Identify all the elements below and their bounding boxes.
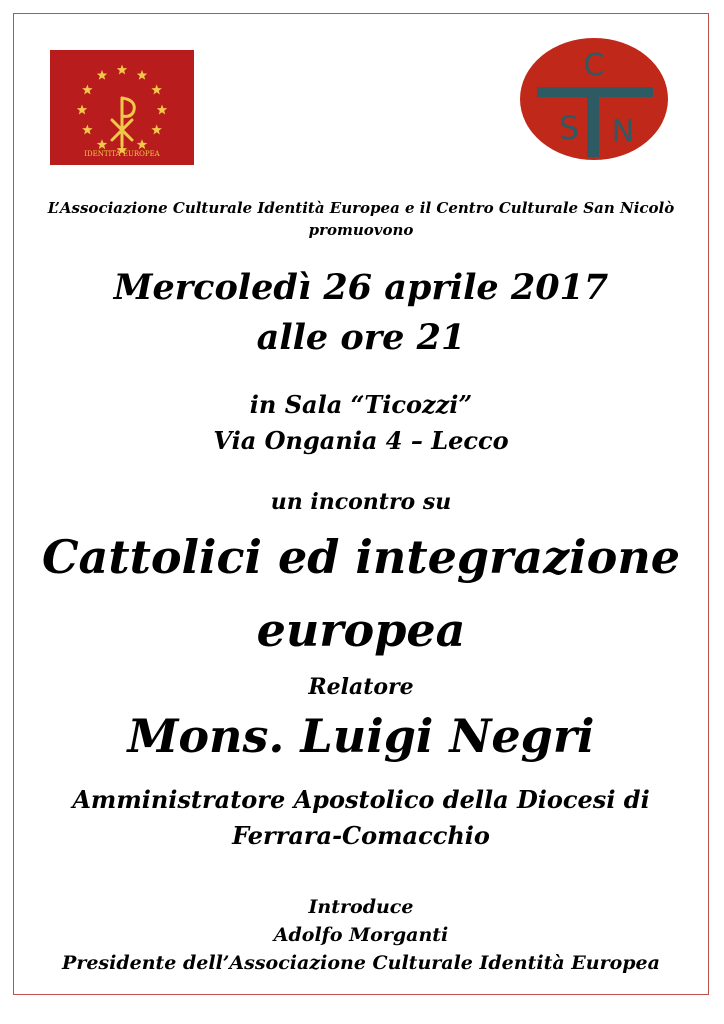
- introducer-label: Introduce: [308, 896, 414, 918]
- logo-left-text: IDENTITÀ EUROPEA: [84, 150, 160, 158]
- chi-rho-with-stars-icon: [50, 50, 194, 165]
- talk-title-line1: Cattolici ed integrazione: [41, 530, 681, 584]
- introducer-name: Adolfo Morganti: [273, 924, 449, 946]
- event-address: Via Ongania 4 – Lecco: [213, 426, 509, 455]
- logo-letter-n: N: [611, 114, 635, 149]
- promote-verb: promuovono: [308, 221, 414, 239]
- talk-title-line2: europea: [256, 603, 466, 657]
- tau-cross-monogram-icon: [519, 37, 669, 161]
- event-venue: in Sala “Ticozzi”: [249, 390, 473, 419]
- speaker-role-line2: Ferrara-Comacchio: [232, 821, 490, 850]
- event-time: alle ore 21: [256, 317, 466, 358]
- talk-lead: un incontro su: [270, 489, 452, 515]
- identita-europea-logo: [50, 50, 194, 165]
- speaker-name: Mons. Luigi Negri: [127, 709, 595, 763]
- introducer-role: Presidente dell’Associazione Culturale Identità Europea: [62, 952, 660, 974]
- centro-san-nicolo-logo: [519, 37, 669, 161]
- speaker-label: Relatore: [308, 674, 414, 700]
- event-date: Mercoledì 26 aprile 2017: [113, 267, 609, 308]
- speaker-role-line1: Amministratore Apostolico della Diocesi di: [72, 785, 650, 814]
- logo-letter-c: C: [583, 48, 605, 83]
- organizers-intro: L’Associazione Culturale Identità Europea e il Centro Culturale San Nicolò: [47, 199, 675, 217]
- logo-letter-s: S: [558, 109, 580, 147]
